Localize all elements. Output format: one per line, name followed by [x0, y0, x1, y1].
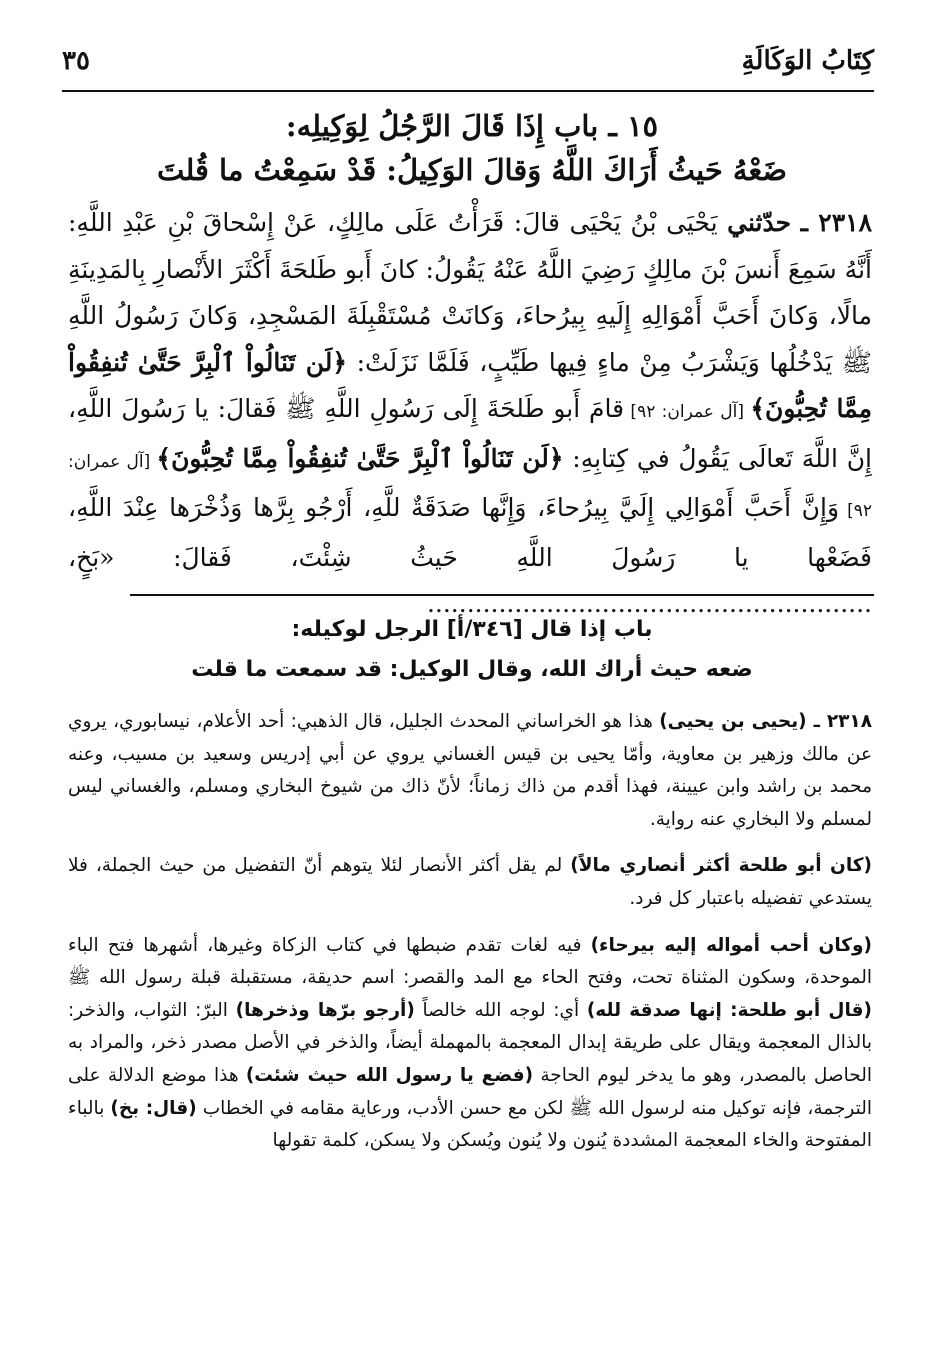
lemma-1: (يحيى بن يحيى): [659, 711, 807, 732]
commentary-body: [68, 706, 872, 1172]
commentary-paragraph-3: [68, 930, 872, 1158]
page-number: ٣٥: [62, 46, 90, 76]
commentary-heading-line-2: ضعه حيث أراك الله، وقال الوكيل: قد سمعت ما قلت: [191, 657, 753, 682]
hadith-segment-1: يَحْيَى بْنُ يَحْيَى قالَ: قَرَأْتُ عَلَى مالِكٍ، عَنْ إِسْحاقَ بْنِ عَبْدِ اللَّهِ: أَنَّهُ سَمِعَ أَنسَ بْنَ مالِكٍ رَضِيَ اللَّهُ عَنْهُ يَقُولُ: كانَ أَبو طَلحَةَ أَكْثَرَ الأَنْصارِ بِالمَدِينَةِ مالًا، وَكانَ أَحَبَّ أَمْوَالِهِ إِلَيهِ بِيرُحاءَ، وَكانَتْ مُسْتَقْبِلَةَ المَسْجِدِ، وَكانَ رَسُولُ اللَّهِ ﷺ يَدْخُلُها وَيَشْرَبُ مِنْ ماءٍ فِيها طَيِّبٍ، فَلَمَّا نَزَلَتْ:: [68, 208, 872, 377]
lemma-6: (فضع يا رسول الله حيث شئت): [245, 1064, 534, 1086]
lemma-5: (أرجو برّها وذخرها): [235, 999, 415, 1021]
quran-quote-1: ﴿لَن تَنَالُواْ ٱلْبِرَّ حَتَّىٰ تُنفِقُواْ مِمَّا تُحِبُّونَ﴾: [68, 347, 872, 423]
commentary-paragraph-1: [68, 706, 872, 836]
hadith-segment-2: قامَ أَبو طَلحَةَ إِلَى رَسُولِ اللَّهِ ﷺ فَقالَ: يا رَسُولَ اللَّهِ، إِنَّ اللَّهَ تَعالَى يَقُولُ في كِتابِهِ:: [68, 394, 873, 473]
lemma-7: (قال: بخ): [110, 1097, 197, 1119]
running-title: كِتَابُ الوَكَالَةِ: [741, 46, 874, 76]
quran-quote-2: ﴿لَن تَنَالُواْ ٱلْبِرَّ حَتَّىٰ تُنفِقُواْ مِمَّا تُحِبُّونَ﴾: [156, 443, 564, 473]
header-rule: [62, 90, 874, 92]
hadith-lead-word: حدّثني: [727, 208, 792, 237]
paragraph-3-text-2: أي: لوجه الله خالصاً: [414, 999, 587, 1021]
lemma-4: (قال أبو طلحة: إنها صدقة لله): [586, 999, 872, 1021]
hadith-number: ٢٣١٨ ـ: [800, 208, 873, 237]
paragraph-3-text-1: فيه لغات تقدم ضبطها في كتاب الزكاة وغيرها، أشهرها فتح الباء الموحدة، وسكون المثناة تحت، وفتح الحاء مع المد والقصر: اسم حديقة، مستقبلة قبلة رسول الله ﷺ: [68, 934, 872, 989]
paragraph-2-text: لم يقل أكثر الأنصار لئلا يتوهم أنّ التفضيل من حيث الجملة، فلا يستدعي تفضيله باعتبار كل فرد.: [68, 855, 872, 909]
quran-citation-2: [آل عمران: ٩٢]: [68, 451, 872, 521]
chapter-heading-line-1: ١٥ ـ باب إِذَا قَالَ الرَّجُلُ لِوَكِيلِه:: [285, 109, 659, 143]
hadith-segment-3: وَإِنَّ أَحَبَّ أَمْوَالِي إِلَيَّ بِيرُحاءَ، وَإِنَّها صَدَقَةٌ للَّهِ، أَرْجُو بِرَّها وَذُخْرَها عِنْدَ اللَّهِ، فَضَعْها يا رَسُولَ اللَّهِ حَيثُ شِئْتَ، فَقالَ: «بَخٍ،: [68, 493, 872, 572]
quran-citation-1: [آل عمران: ٩٢]: [624, 402, 751, 422]
commentary-heading-line-1: باب إذا قال [٣٤٦/أ] الرجل لوكيله:: [291, 617, 653, 642]
chapter-heading: [70, 104, 874, 192]
commentary-paragraph-2: [68, 850, 872, 915]
lemma-2: (كان أبو طلحة أكثر أنصاري مالاً): [570, 855, 873, 877]
paragraph-3-text-4: هذا موضع الدلالة على الترجمة، فإنه توكيل منه لرسول الله ﷺ لكن مع حسن الأدب، ورعاية مقامه في الخطاب: [68, 1064, 872, 1119]
paragraph-3-text-5: بالباء المفتوحة والخاء المعجمة المشددة يُنون ولا يُنون ويُسكن ولا يسكن، كلمة تقولها: [68, 1097, 872, 1152]
commentary-number: ٢٣١٨ ـ: [806, 711, 872, 732]
chapter-heading-line-2: ضَعْهُ حَيثُ أَرَاكَ اللَّهُ وَقالَ الوَكِيلُ: قَدْ سَمِعْتُ ما قُلتَ: [156, 153, 788, 187]
page-header: [62, 40, 874, 90]
paragraph-3-text-3: البرّ: الثواب، والذخر: بالذال المعجمة ويقال على طريقة إبدال المعجمة بالمهملة أيضاً، والذخر في الأصل مصدر ذخر، والمراد به الحاصل بالمصدر، وهو ما يدخر ليوم الحاجة: [68, 999, 872, 1086]
lemma-3: (وكان أحب أمواله إليه بيرحاء): [590, 934, 872, 956]
paragraph-1-text: هذا هو الخراساني المحدث الجليل، قال الذهبي: أحد الأعلام، نيسابوري، يروي عن مالك وزهير بن معاوية، وأمّا يحيى بن قيس الغساني يروي عن أبي إدريس وسعيد بن مسيب، وعنه محمد بن راشد وابن عيينة، فهذا أقدم من ذاك زماناً؛ لأنّ ذاك من شيوخ البخاري ومسلم، والغساني ليس لمسلم ولا البخاري عنه رواية.: [68, 711, 872, 830]
section-divider: [130, 594, 874, 596]
ellipsis-dots: ........................................................: [426, 589, 872, 618]
hadith-text: [68, 200, 872, 628]
commentary-heading: [70, 610, 874, 690]
